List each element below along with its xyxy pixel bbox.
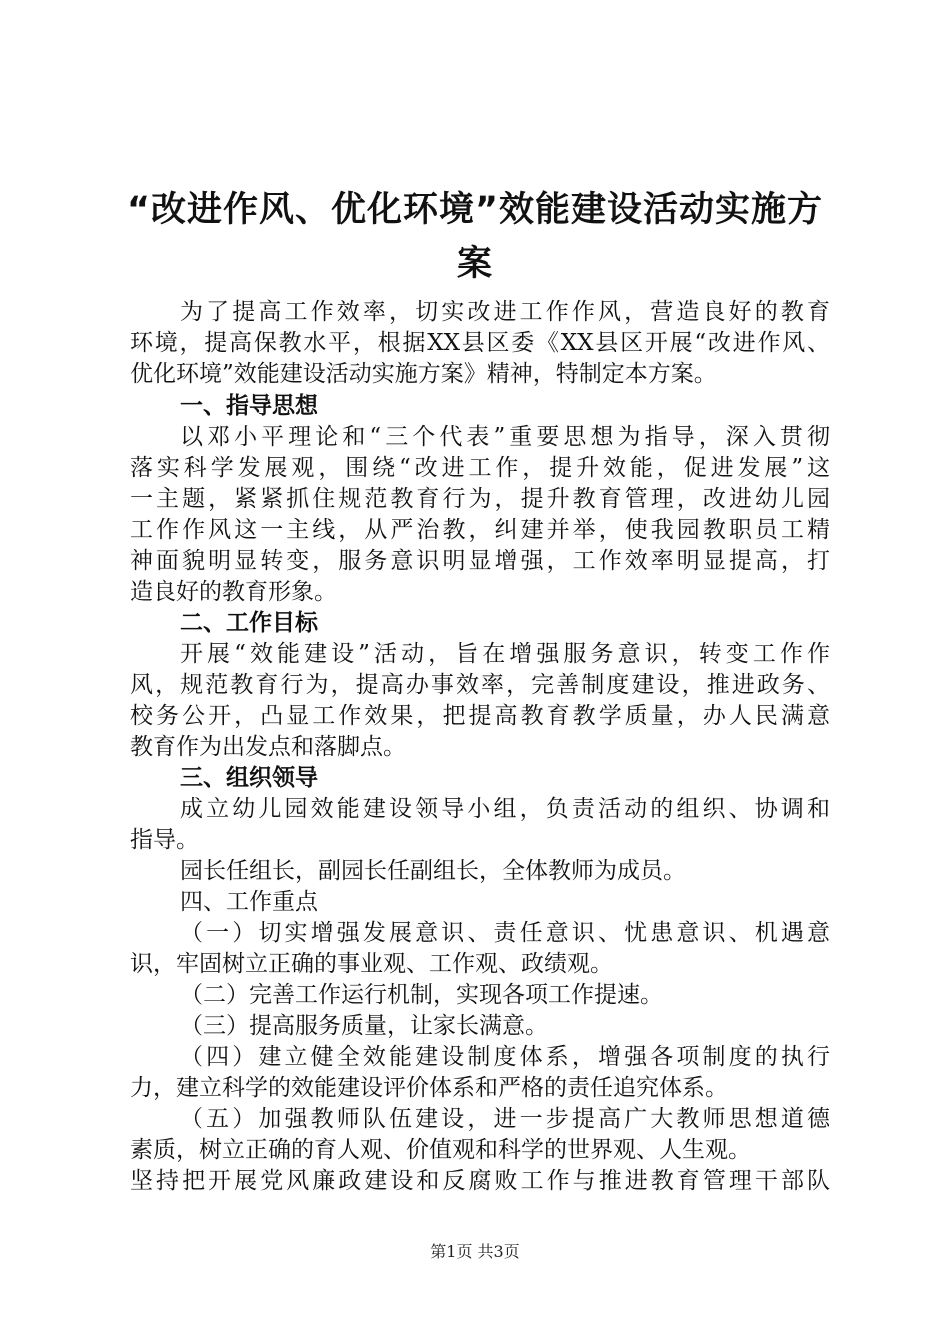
paragraph-line: 开展“效能建设”活动，旨在增强服务意识，转变工作作 — [180, 641, 830, 667]
intro-line: 环境，提高保教水平，根据XX县区委《XX县区开展“改进作风、 — [130, 330, 830, 356]
paragraph-line: 神面貌明显转变，服务意识明显增强，工作效率明显提高，打 — [130, 548, 830, 574]
focus-item-line: （四）建立健全效能建设制度体系，增强各项制度的执行 — [180, 1044, 830, 1070]
focus-item-line: （三）提高服务质量，让家长满意。 — [180, 1013, 548, 1039]
paragraph-line: 风，规范教育行为，提高办事效率，完善制度建设，推进政务、 — [130, 672, 830, 698]
document-title-line-2: 案 — [456, 244, 493, 284]
paragraph-line: 校务公开，凸显工作效果，把提高教育教学质量，办人民满意 — [130, 703, 830, 729]
paragraph-line: 教育作为出发点和落脚点。 — [130, 734, 406, 760]
document-title-line-1: “改进作风、优化环境”效能建设活动实施方 — [126, 190, 823, 230]
focus-item-line: （一）切实增强发展意识、责任意识、忧患意识、机遇意 — [180, 920, 830, 946]
paragraph-line: 成立幼儿园效能建设领导小组，负责活动的组织、协调和 — [180, 796, 830, 822]
section-heading-work-focus: 四、工作重点 — [180, 889, 318, 915]
focus-item-line: 识，牢固树立正确的事业观、工作观、政绩观。 — [130, 951, 613, 977]
paragraph-line: 造良好的教育形象。 — [130, 579, 337, 605]
focus-item-line: 力，建立科学的效能建设评价体系和严格的责任追究体系。 — [130, 1075, 728, 1101]
paragraph-line: 工作作风这一主线，从严治教，纠建并举，使我园教职员工精 — [130, 517, 830, 543]
focus-item-line: （二）完善工作运行机制，实现各项工作提速。 — [180, 982, 663, 1008]
section-heading-organization: 三、组织领导 — [180, 765, 318, 791]
focus-item-line: 素质，树立正确的育人观、价值观和科学的世界观、人生观。 — [130, 1137, 751, 1163]
paragraph-line: 坚持把开展党风廉政建设和反腐败工作与推进教育管理干部队 — [130, 1168, 830, 1194]
paragraph-line: 园长任组长，副园长任副组长，全体教师为成员。 — [180, 858, 686, 884]
section-heading-work-goals: 二、工作目标 — [180, 610, 318, 636]
page-number-footer: 第1页 共3页 — [430, 1242, 520, 1261]
intro-line: 为了提高工作效率，切实改进工作作风，营造良好的教育 — [180, 299, 830, 325]
paragraph-line: 以邓小平理论和“三个代表”重要思想为指导，深入贯彻 — [180, 424, 830, 450]
paragraph-line: 指导。 — [130, 827, 199, 853]
paragraph-line: 一主题，紧紧抓住规范教育行为，提升教育管理，改进幼儿园 — [130, 486, 830, 512]
section-heading-guiding-thought: 一、指导思想 — [180, 393, 318, 419]
paragraph-line: 落实科学发展观，围绕“改进工作，提升效能，促进发展”这 — [130, 455, 830, 481]
intro-line: 优化环境”效能建设活动实施方案》精神，特制定本方案。 — [130, 361, 717, 387]
focus-item-line: （五）加强教师队伍建设，进一步提高广大教师思想道德 — [180, 1106, 830, 1132]
